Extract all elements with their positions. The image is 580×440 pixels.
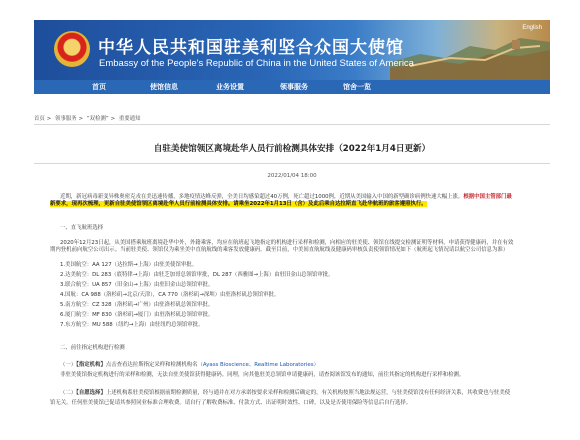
flight-item: 3.联合航空：UA 857（旧金山→上海）由驻旧金山总领馆审批。 xyxy=(60,282,214,288)
flight-item: 6.厦门航空：MF 830（洛杉矶→厦门）由驻洛杉矶总领馆审批。 xyxy=(60,312,214,318)
nav-embassy-info[interactable]: 使馆信息 xyxy=(150,83,178,91)
intro-highlight: 新要求，现再次梳理，更新自驻美使馆领区离境赴华人员行前检测具体安排。请乘坐2022年1月13日（含）及此后乘自达拉斯直飞赴华航班的旅客遵照执行。 xyxy=(50,201,427,207)
nav-home[interactable]: 首页 xyxy=(92,83,106,91)
flight-item: 4.国航：CA 988（洛杉矶→北京/天津），CA 770（洛杉矶→深圳）由驻洛杉矶总领馆审批。 xyxy=(60,292,280,298)
section1-paragraph: 2020年12月23日起，从美国搭乘航班离境赴华中外，外籍乘客，均应在航班起飞地指定的机构进行采样和检测，向相应的驻美使、领馆在线提交检测证明等材料，申请获得健康码，并在有效 xyxy=(60,240,514,246)
nav-consular[interactable]: 领事服务 xyxy=(280,83,308,91)
section2-item2: （二）【自愿选择】上述机构系驻美使馆根据前期检测质量，经与通并在对方承诺按要求采样和检测后确定的，有关机构按照当地法规运营，与驻美使馆没有任何经济关系，其收费也与驻美使 xyxy=(60,390,511,396)
breadcrumb-home[interactable]: 首页 xyxy=(34,116,45,122)
nav-premises[interactable]: 馆舍一览 xyxy=(343,83,371,91)
flight-item: 2.达美航空：DL 283（底特律→上海）由驻芝加哥总领馆审批，DL 287（西雅图→上海）由驻旧金山总领馆审批。 xyxy=(60,272,334,278)
national-emblem-icon xyxy=(54,31,90,67)
flight-item: 5.南方航空：CZ 328（洛杉矶→广州）由驻洛杉矶总领馆审批。 xyxy=(60,302,214,308)
nav-business[interactable]: 业务设置 xyxy=(216,83,244,91)
flight-item: 1.美国航空：AA 127（达拉斯→上海）由驻美使馆审批。 xyxy=(60,262,198,268)
section2-heading: 二、前往指定机构进行检测 xyxy=(60,345,125,351)
breadcrumb-notice[interactable]: 重要通知 xyxy=(118,116,141,122)
flight-item: 7.东方航空：MU 588（纽约→上海）由驻纽约总领馆审批。 xyxy=(60,322,204,328)
intro-paragraph: 近期，新冠病毒新变异株奥密克戎在美迅速传播，多地疫情达峰反弹，全美日均感染超过40万例，死亡超过1000例，近期从美国输入中国的新型确诊病例快速大幅上涨。根据中国主管部门最 xyxy=(60,194,512,200)
section2-item2-note: 馆无关。任何驻美使馆已促请其参照同业标准合理收费。请自行了解收费标准、付款方式、出证明时效性、口碑，以及是否使用保险等信息后自行选择。 xyxy=(50,400,412,406)
embassy-title-en: Embassy of the People's Republic of China in the United States of America xyxy=(99,58,414,69)
breadcrumb-sep: > xyxy=(46,116,52,122)
section2-item1-note: 非驻美使馆指定机构进行的采样和检测，无法自驻美使馆获得健康码。同理，向其他驻美总领馆申请健康码，请查阅该馆发布的通知，前往其指定的机构进行采样和检测。 xyxy=(60,372,465,378)
breadcrumb-sep: > xyxy=(110,116,116,122)
divider xyxy=(34,163,550,164)
article-date: 2022/01/04 18:00 xyxy=(267,173,317,179)
breadcrumb-sep: > xyxy=(78,116,84,122)
main-nav xyxy=(34,80,550,94)
header-banner xyxy=(34,20,550,80)
embassy-title-cn: 中华人民共和国驻美利坚合众国大使馆 xyxy=(98,38,404,58)
section1-heading: 一、直飞航班选择 xyxy=(60,225,104,231)
divider xyxy=(34,124,550,125)
breadcrumb xyxy=(34,114,142,122)
section2-item1: （一）【指定机构】点击查看达拉斯指定采样和检测机构名（Ayass Bioscience、Realtime Laboratories） xyxy=(60,362,319,368)
intro-red-text: 根据中国主管部门最 xyxy=(463,194,512,200)
section1-paragraph: 期内登机前向航空公司出示。当前驻美使、领馆仅为乘坐美中直航航线的乘客发放健康码。截至目前，中美间直航航线及健康码审核负责使领馆情况如下（航班起飞情况请以航空公司信息为准） xyxy=(50,247,509,253)
breadcrumb-double-test[interactable]: “双检测” xyxy=(86,116,109,122)
english-language-link[interactable]: English xyxy=(522,25,542,31)
breadcrumb-consular[interactable]: 领事服务 xyxy=(55,116,77,122)
testing-agencies-link[interactable]: （Ayass Bioscience、Realtime Laboratories） xyxy=(197,362,319,368)
article-title: 自驻美使馆领区离境赴华人员行前检测具体安排（2022年1月4日更新） xyxy=(153,144,431,154)
